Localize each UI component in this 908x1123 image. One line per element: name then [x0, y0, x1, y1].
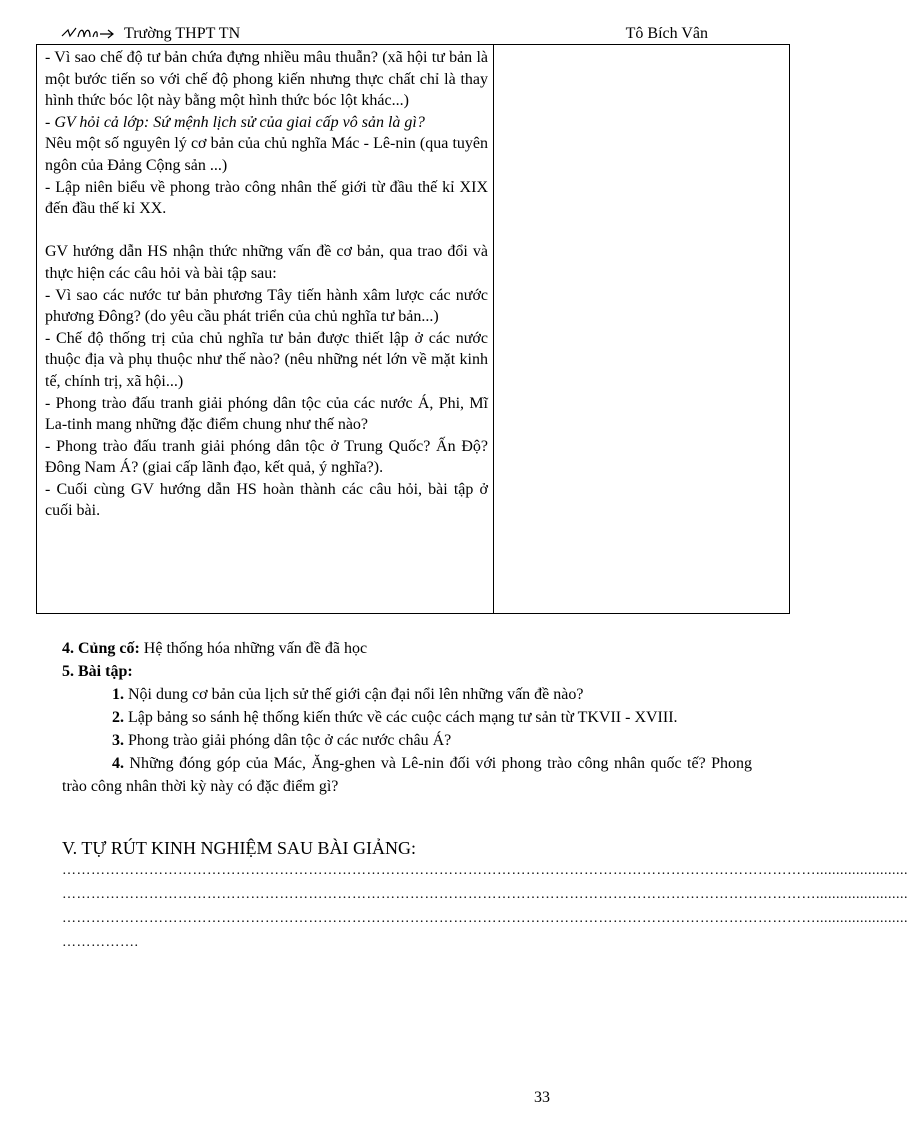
lesson-table — [36, 44, 790, 614]
consolidation-line — [62, 637, 752, 660]
dotted-line: …………………………………………………………………………………………………………………………………………....................... — [62, 863, 908, 878]
page-number: 33 — [534, 1089, 550, 1106]
cell-paragraph: - Chế độ thống trị của chủ nghĩa tư bản được thiết lập ở các nước thuộc địa và phụ thuộc như thế nào? (nêu những nét lớn về mặt kinh tế, chính trị, xã hội...) — [45, 329, 488, 390]
cell-paragraph: - Cuối cùng GV hướng dẫn HS hoàn thành các câu hỏi, bài tập ở cuối bài. — [45, 480, 488, 520]
dotted-line: ……………. — [62, 935, 139, 950]
page-header — [62, 24, 710, 45]
cell-paragraph: - Vì sao các nước tư bản phương Tây tiến hành xâm lược các nước phương Đông? (do yêu cầu phát triển của chủ nghĩa tư bản...) — [45, 286, 488, 326]
cell-blank-line — [45, 220, 488, 242]
cell-paragraph: Nêu một số nguyên lý cơ bản của chủ nghĩa Mác - Lê-nin (qua tuyên ngôn của Đảng Cộng sản ...) — [45, 135, 488, 174]
exercise-item: 2. Lập bảng so sánh hệ thống kiến thức về các cuộc cách mạng tư sản từ TKVII - XVIII. — [112, 709, 678, 726]
exercise-item: 4. Những đóng góp của Mác, Ăng-ghen và Lê-nin đối với phong trào công nhân quốc tế? Phong trào công nhân thời kỳ này có đặc điểm gì? — [62, 755, 752, 795]
teacher-activities-cell — [45, 47, 488, 522]
cell-paragraph: - Vì sao chế độ tư bản chứa đựng nhiều mâu thuẫn? (xã hội tư bản là một bước tiến so với chế độ phong kiến nhưng thực chất chỉ là thay hình thức bóc lột này bằng một hình thức bóc lột khác...) — [45, 49, 488, 110]
dotted-line: …………………………………………………………………………………………………………………………………………....................... — [62, 887, 908, 902]
cell-paragraph: - Lập niên biểu về phong trào công nhân thế giới từ đầu thế kỉ XIX đến đầu thế kỉ XX. — [45, 178, 488, 218]
lesson-wrapup — [62, 637, 752, 798]
exercise-item: 3. Phong trào giải phóng dân tộc ở các nước châu Á? — [112, 732, 452, 749]
section-v-title: V. TỰ RÚT KINH NGHIỆM SAU BÀI GIẢNG: — [62, 838, 416, 858]
consolidation-text: Hệ thống hóa những vấn đề đã học — [139, 640, 368, 657]
exercises-heading: 5. Bài tập: — [62, 663, 133, 680]
dotted-line: …………………………………………………………………………………………………………………………………………....................... — [62, 911, 908, 926]
cell-paragraph: GV hướng dẫn HS nhận thức những vấn đề cơ bản, qua trao đổi và thực hiện các câu hỏi và bài tập sau: — [45, 243, 488, 282]
author-name: Tô Bích Vân — [625, 25, 708, 42]
exercise-item: 1. Nội dung cơ bản của lịch sử thế giới cận đại nổi lên những vấn đề nào? — [112, 686, 584, 703]
cell-paragraph: - Phong trào đấu tranh giải phóng dân tộc của các nước Á, Phi, Mĩ La-tinh mang những đặc điểm chung như thế nào? — [45, 394, 488, 434]
cell-paragraph: - GV hỏi cả lớp: Sứ mệnh lịch sử của giai cấp vô sản là gì? — [45, 113, 425, 131]
student-activities-cell — [494, 45, 789, 613]
decorative-logo-icon — [60, 24, 120, 42]
school-name: Trường THPT TN — [124, 25, 241, 42]
cell-paragraph: - Phong trào đấu tranh giải phóng dân tộc ở Trung Quốc? Ấn Độ? Đông Nam Á? (giai cấp lãnh đạo, kết quả, ý nghĩa?). — [45, 437, 488, 477]
consolidation-label: 4. Củng cố: — [62, 640, 140, 657]
